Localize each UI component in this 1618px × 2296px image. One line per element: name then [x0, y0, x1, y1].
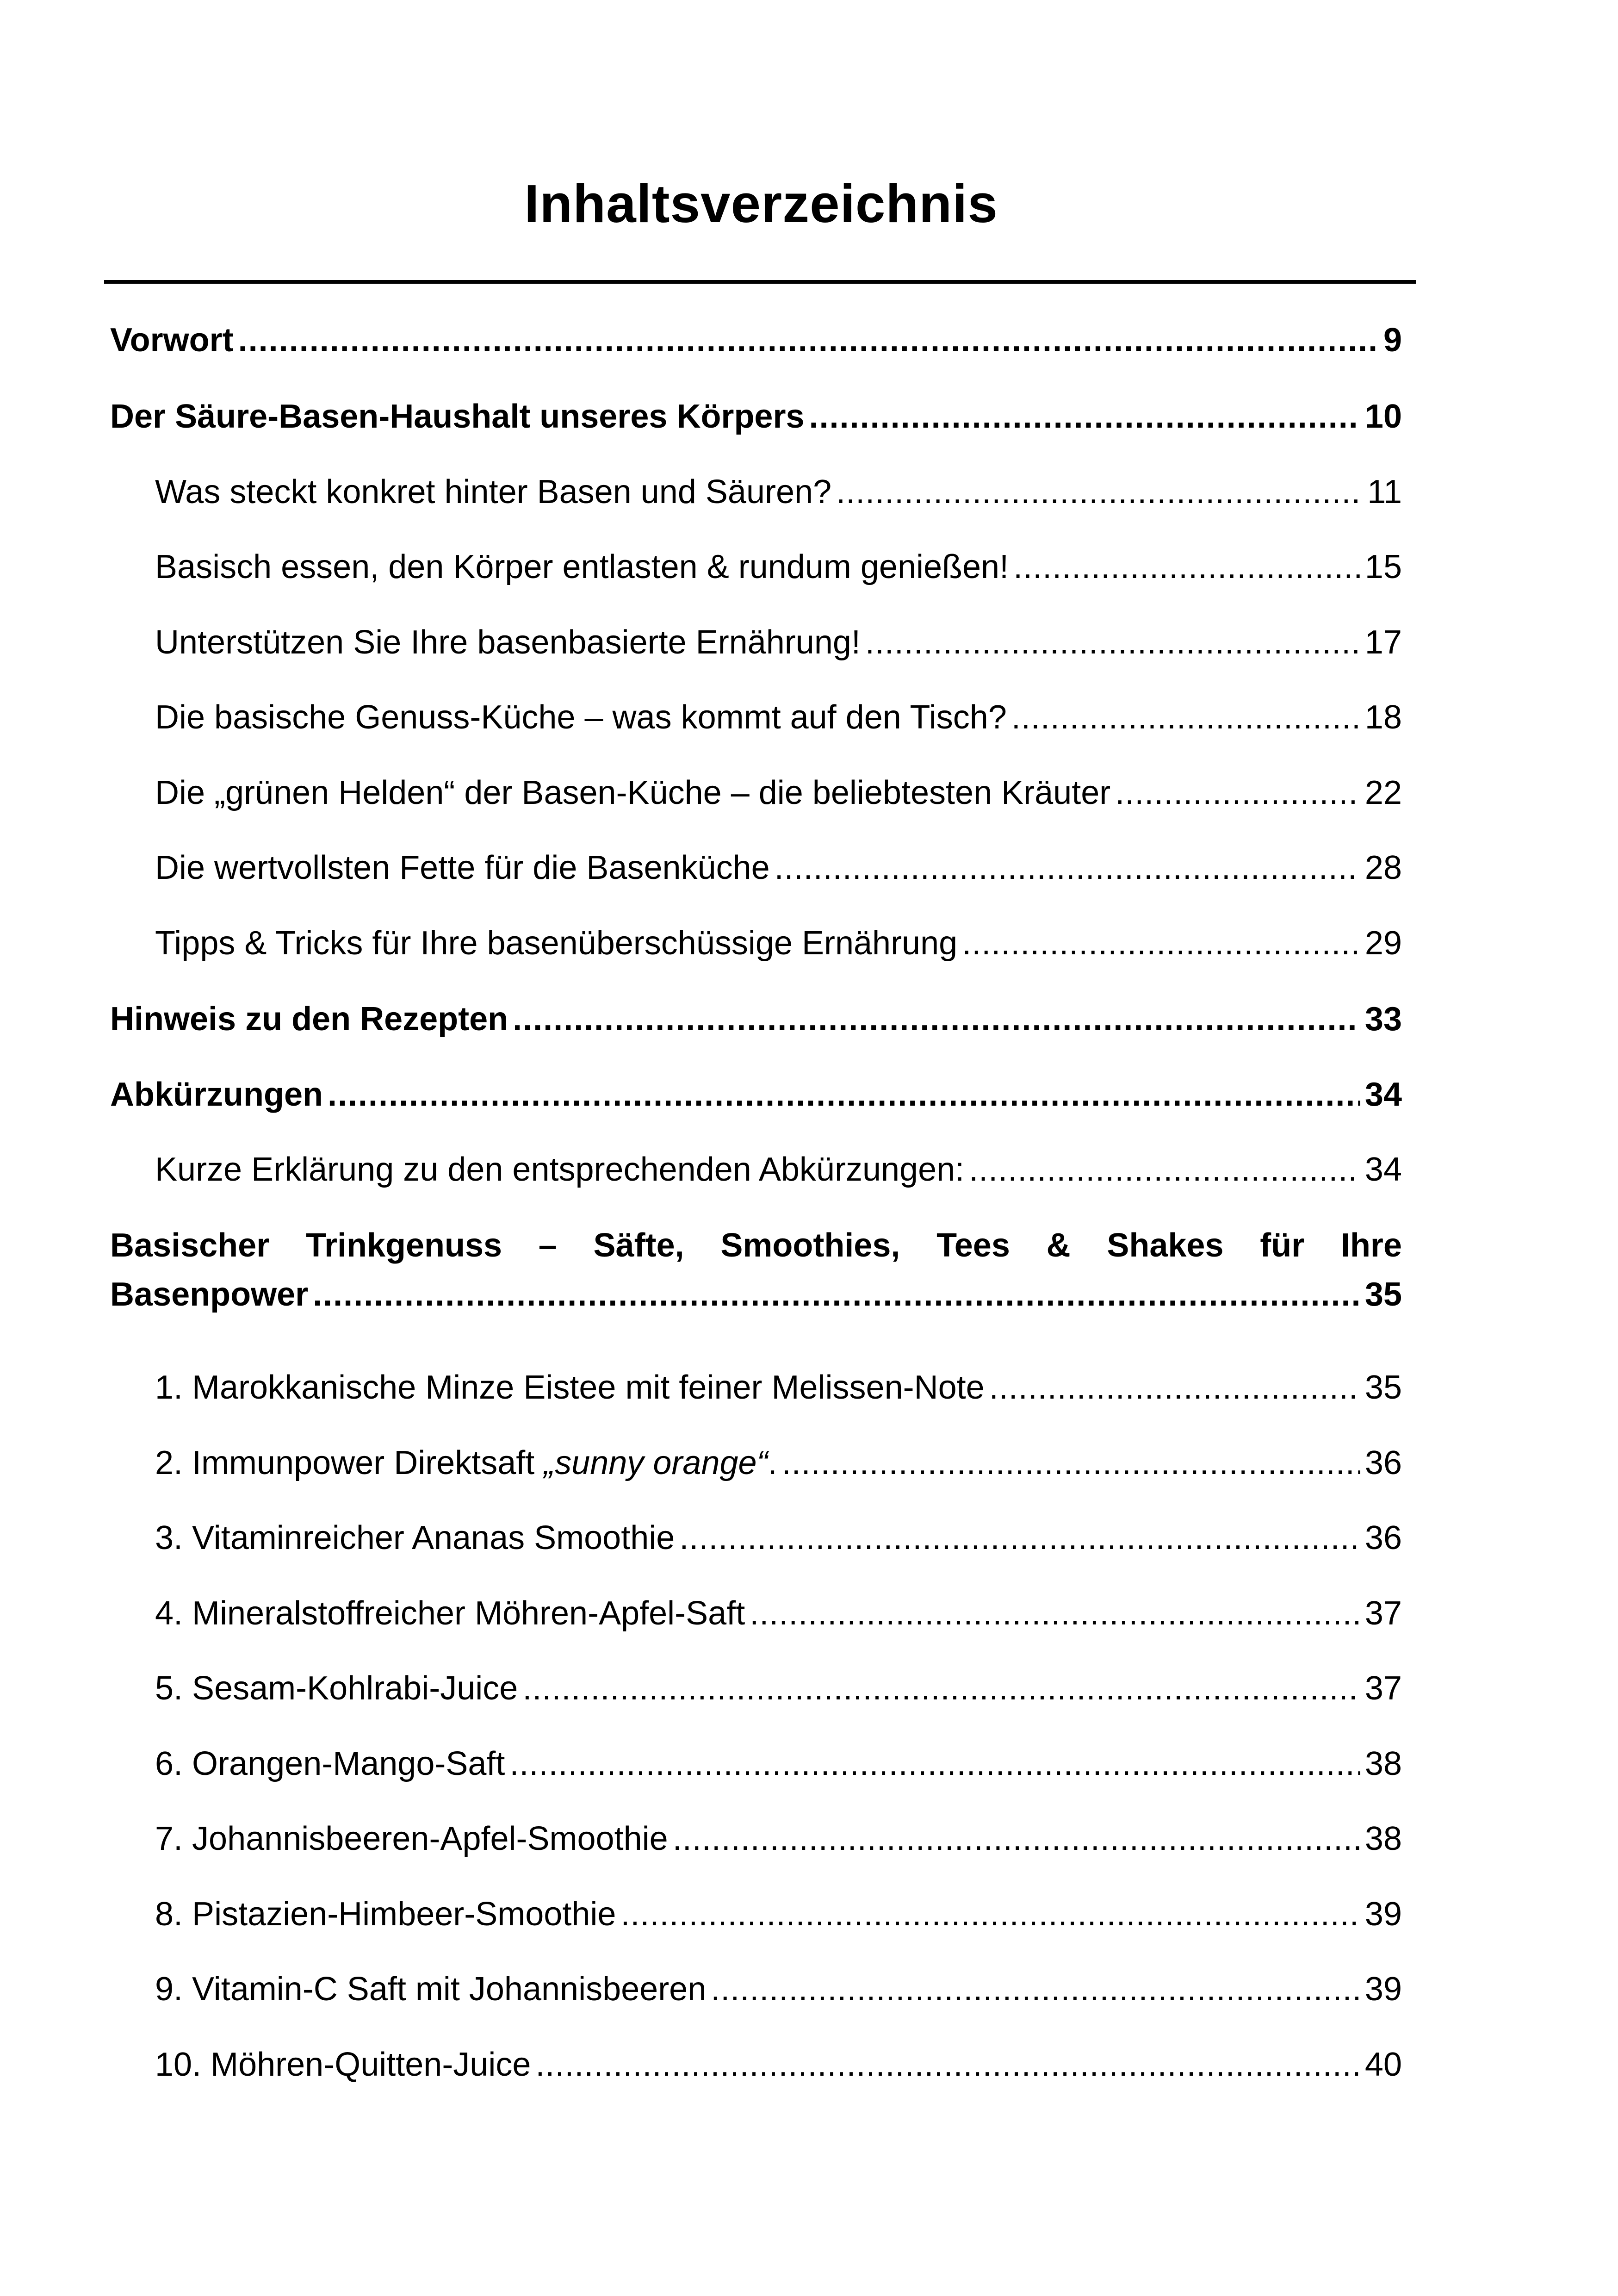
toc-entry-text: Vorwort: [110, 322, 234, 359]
toc-entry-text: Die „grünen Helden“ der Basen-Küche – die beliebtesten Kräuter: [155, 774, 1111, 811]
toc-subentry[interactable]: [155, 617, 1402, 668]
toc-subentry[interactable]: [155, 692, 1402, 743]
toc-heading-line-2: [110, 1270, 1402, 1319]
heading-word: –: [538, 1227, 557, 1264]
toc-leader-dots: [522, 1663, 1360, 1714]
toc-entry-text: Hinweis zu den Rezepten: [110, 1001, 508, 1038]
toc-recipe-entry[interactable]: [155, 1588, 1402, 1639]
toc-entry-text: Die basische Genuss-Küche – was kommt auf den Tisch?: [155, 699, 1007, 736]
toc-subentry[interactable]: [155, 1144, 1402, 1195]
toc-entry-page: 18: [1364, 699, 1402, 736]
toc-entry-text: Basenpower: [110, 1276, 309, 1313]
toc-leader-dots: [989, 1362, 1360, 1413]
toc-subentry[interactable]: [155, 842, 1402, 893]
toc-entry[interactable]: [110, 994, 1402, 1045]
toc-subentry[interactable]: [155, 918, 1402, 969]
toc-entry-page: 35: [1364, 1276, 1402, 1313]
toc-entry[interactable]: [110, 315, 1402, 366]
toc-entry-page: 38: [1364, 1745, 1402, 1782]
toc-leader-dots: [775, 842, 1360, 893]
toc-entry-text: Basisch essen, den Körper entlasten & rundum genießen!: [155, 548, 1009, 585]
toc-leader-dots: [865, 617, 1360, 668]
toc-entry-text: 10. Möhren-Quitten-Juice: [155, 2046, 531, 2083]
toc-leader-dots: [836, 467, 1363, 517]
toc-entry-page: 33: [1364, 1001, 1402, 1038]
toc-entry-text: 6. Orangen-Mango-Saft: [155, 1745, 505, 1782]
toc-leader-dots: [238, 315, 1379, 366]
heading-word: für: [1260, 1227, 1305, 1264]
toc-leader-dots: [782, 1437, 1360, 1488]
toc-leader-dots: [1115, 767, 1360, 818]
toc-entry-text: Tipps & Tricks für Ihre basenüberschüssige Ernährung: [155, 925, 958, 962]
toc-entry-page: 36: [1364, 1444, 1402, 1481]
heading-word: Smoothies,: [720, 1227, 900, 1264]
toc-leader-dots: [962, 918, 1360, 969]
heading-word: Trinkgenuss: [305, 1227, 502, 1264]
toc-recipe-entry[interactable]: [155, 1738, 1402, 1789]
toc-entry-text: Was steckt konkret hinter Basen und Säuren?: [155, 473, 832, 510]
toc-entry-page: 10: [1364, 398, 1402, 435]
toc-recipe-entry[interactable]: [155, 2039, 1402, 2090]
toc-entry-page: 37: [1364, 1595, 1402, 1632]
toc-entry[interactable]: [110, 1069, 1402, 1120]
toc-entry-text: Kurze Erklärung zu den entsprechenden Abkürzungen:: [155, 1151, 965, 1188]
toc-entry-text: 8. Pistazien-Himbeer-Smoothie: [155, 1896, 616, 1933]
heading-word: Basischer: [110, 1227, 270, 1264]
toc-leader-dots: [509, 1738, 1360, 1789]
toc-entry-page: 39: [1364, 1971, 1402, 2008]
toc-subentry[interactable]: [155, 467, 1402, 517]
toc-leader-dots: [1011, 692, 1360, 743]
toc-subentry[interactable]: [155, 541, 1402, 592]
toc-entry-text: Abkürzungen: [110, 1076, 323, 1113]
toc-entry-text-prefix: 2. Immunpower Direktsaft: [155, 1444, 544, 1481]
page-title: Inhaltsverzeichnis: [524, 174, 998, 234]
toc-leader-dots: [328, 1069, 1360, 1120]
toc-entry-page: 15: [1364, 548, 1402, 585]
toc-entry-page: 9: [1383, 322, 1402, 359]
toc-leader-dots: [673, 1813, 1360, 1864]
toc-leader-dots: [535, 2039, 1360, 2090]
toc-entry-text: [155, 1437, 777, 1488]
toc-recipe-entry[interactable]: [155, 1889, 1402, 1940]
toc-entry-text: Die wertvollsten Fette für die Basenküche: [155, 849, 770, 886]
toc-recipe-entry[interactable]: [155, 1813, 1402, 1864]
toc-recipe-entry[interactable]: [155, 1663, 1402, 1714]
toc-entry-page: 17: [1364, 624, 1402, 661]
toc-leader-dots: [1013, 541, 1360, 592]
toc-entry-page: 34: [1364, 1151, 1402, 1188]
toc-leader-dots: [313, 1270, 1360, 1319]
toc-entry-text: 3. Vitaminreicher Ananas Smoothie: [155, 1519, 675, 1556]
heading-word: Tees: [936, 1227, 1010, 1264]
toc-entry-text-suffix: .: [768, 1444, 777, 1481]
toc-entry-page: 34: [1364, 1076, 1402, 1113]
toc-recipe-entry[interactable]: [155, 1512, 1402, 1563]
toc-heading-line-1: [110, 1221, 1402, 1270]
heading-word: Shakes: [1107, 1227, 1224, 1264]
toc-entry-page: 38: [1364, 1820, 1402, 1857]
heading-word: Ihre: [1340, 1227, 1402, 1264]
toc-leader-dots: [620, 1889, 1360, 1940]
toc-entry-page: 35: [1364, 1369, 1402, 1406]
toc-leader-dots: [679, 1512, 1360, 1563]
toc-leader-dots: [711, 1964, 1360, 2015]
toc-entry-text: 9. Vitamin-C Saft mit Johannisbeeren: [155, 1971, 707, 2008]
toc-entry-text: 5. Sesam-Kohlrabi-Juice: [155, 1670, 518, 1707]
toc-entry-page: 39: [1364, 1896, 1402, 1933]
toc-recipe-entry[interactable]: [155, 1362, 1402, 1413]
toc-recipe-entry[interactable]: [155, 1964, 1402, 2015]
toc-entry[interactable]: [110, 391, 1402, 442]
toc-entry-text: 7. Johannisbeeren-Apfel-Smoothie: [155, 1820, 668, 1857]
toc-entry-multiline[interactable]: [110, 1221, 1402, 1319]
toc-entry-text: 4. Mineralstoffreicher Möhren-Apfel-Saft: [155, 1595, 745, 1632]
toc-entry-text: Unterstützen Sie Ihre basenbasierte Ernährung!: [155, 624, 861, 661]
toc-recipe-entry[interactable]: [155, 1437, 1402, 1488]
toc-entry-page: 28: [1364, 849, 1402, 886]
toc-subentry[interactable]: [155, 767, 1402, 818]
toc-entry-page: 37: [1364, 1670, 1402, 1707]
toc-entry-page: 22: [1364, 774, 1402, 811]
toc-leader-dots: [969, 1144, 1360, 1195]
toc-leader-dots: [513, 994, 1360, 1045]
toc-entry-text: Der Säure-Basen-Haushalt unseres Körpers: [110, 398, 805, 435]
toc-entry-text: 1. Marokkanische Minze Eistee mit feiner Melissen-Note: [155, 1369, 985, 1406]
toc-entry-page: 36: [1364, 1519, 1402, 1556]
title-divider: [104, 280, 1416, 284]
toc-entry-text-italic: „sunny orange“: [544, 1444, 768, 1481]
toc-entry-page: 11: [1367, 473, 1402, 510]
toc-entry-page: 29: [1364, 925, 1402, 962]
toc-entry-page: 40: [1364, 2046, 1402, 2083]
heading-word: Säfte,: [593, 1227, 684, 1264]
toc-leader-dots: [809, 391, 1360, 442]
heading-word: &: [1046, 1227, 1071, 1264]
toc-leader-dots: [750, 1588, 1360, 1639]
